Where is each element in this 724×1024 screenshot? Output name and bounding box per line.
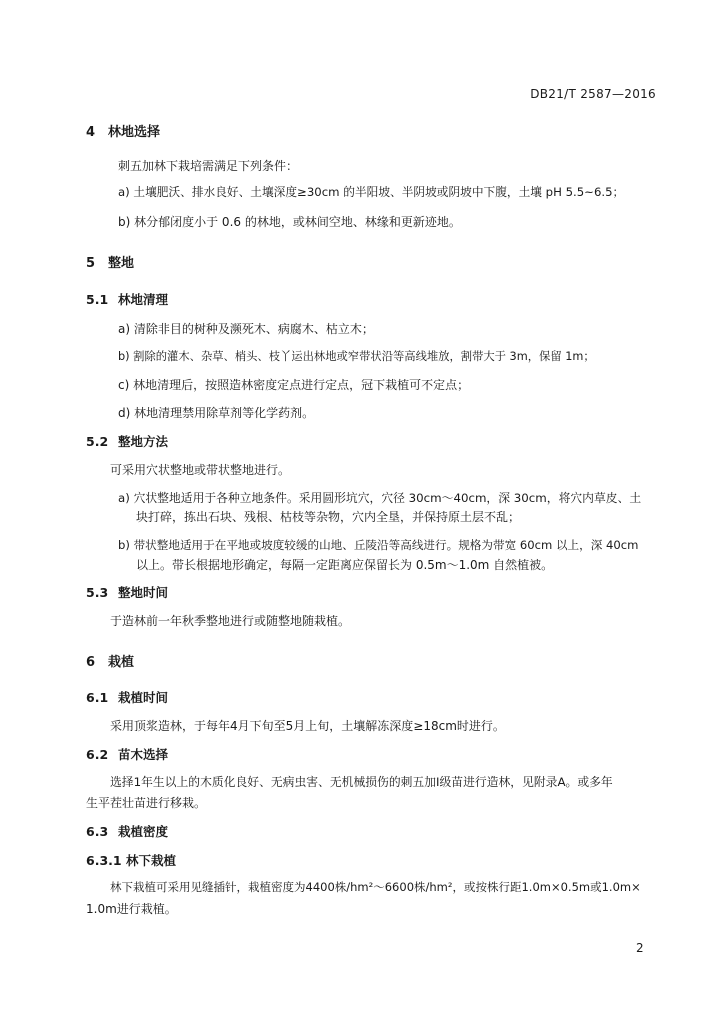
section-4-item-a: a) 土壤肥沃、排水良好、土壤深度≥30cm 的半阳坡、半阴坡或阴坡中下腹，土壤 pH 5.5~6.5； <box>118 185 625 199</box>
section-title: 整地时间 <box>118 585 169 600</box>
section-number: 5.3 <box>86 585 109 600</box>
section-6-heading <box>86 651 134 670</box>
section-6-3-1-line1: 林下栽植可采用见缝插针，栽植密度为4400株/hm²～6600株/hm²，或按株行距1.0m×0.5m或1.0m× <box>110 880 641 894</box>
section-5-2-intro: 可采用穴状整地或带状整地进行。 <box>110 463 291 477</box>
section-6-1-heading <box>86 688 168 706</box>
standard-code: DB21/T 2587—2016 <box>530 87 656 101</box>
section-4-item-b: b) 林分郁闭度小于 0.6 的林地，或林间空地、林缘和更新迹地。 <box>118 215 461 229</box>
section-5-heading <box>86 252 134 271</box>
section-title: 栽植时间 <box>118 690 169 705</box>
page-number: 2 <box>636 941 644 955</box>
section-title: 林地选择 <box>108 125 161 140</box>
section-number: 6.3.1 <box>86 853 122 868</box>
section-6-3-heading <box>86 822 168 840</box>
section-number: 6.2 <box>86 747 109 762</box>
section-4-intro: 刺五加林下栽培需满足下列条件： <box>118 159 299 173</box>
section-6-2-line1: 选择1年生以上的木质化良好、无病虫害、无机械损伤的刺五加Ⅰ级苗进行造林，见附录A。或多年 <box>110 775 613 789</box>
section-5-1-item-b: b) 割除的灌木、杂草、梢头、枝丫运出林地或窄带状沿等高线堆放，割带大于 3m，保留 1m； <box>118 350 595 363</box>
section-5-2-item-b-line2: 以上。带长根据地形确定，每隔一定距离应保留长为 0.5m～1.0m 自然植被。 <box>136 558 554 572</box>
section-5-3-heading <box>86 583 168 601</box>
section-number: 6.1 <box>86 690 109 705</box>
section-number: 5.2 <box>86 434 109 449</box>
section-5-2-item-b-line1: b) 带状整地适用于在平地或坡度较缓的山地、丘陵沿等高线进行。规格为带宽 60cm 以上，深 40cm <box>118 538 639 552</box>
section-5-1-heading <box>86 290 168 308</box>
section-5-2-item-a-line2: 块打碎，拣出石块、残根、枯枝等杂物，穴内全垦，并保持原土层不乱； <box>136 510 521 524</box>
section-5-1-item-a: a) 清除非目的树种及濒死木、病腐木、枯立木； <box>118 322 374 336</box>
section-5-2-heading <box>86 432 168 450</box>
section-title: 整地方法 <box>118 434 169 449</box>
section-title: 苗木选择 <box>118 747 169 762</box>
section-number: 5 <box>86 256 96 271</box>
section-number: 5.1 <box>86 292 109 307</box>
section-5-1-item-d: d) 林地清理禁用除草剂等化学药剂。 <box>118 406 315 420</box>
section-6-3-1-line2: 1.0m进行栽植。 <box>86 902 177 916</box>
section-title: 林下栽植 <box>126 853 177 868</box>
section-title: 林地清理 <box>118 292 169 307</box>
section-6-2-line2: 生平茬壮苗进行移栽。 <box>86 796 207 810</box>
section-title: 栽植 <box>108 655 135 670</box>
section-title: 整地 <box>108 256 135 271</box>
section-5-2-item-a-line1: a) 穴状整地适用于各种立地条件。采用圆形坑穴，穴径 30cm～40cm，深 30cm，将穴内草皮、土 <box>118 491 642 505</box>
section-4-heading <box>86 121 160 140</box>
section-6-1-text: 采用顶浆造林，于每年4月下旬至5月上旬，土壤解冻深度≥18cm时进行。 <box>110 719 505 733</box>
section-number: 6 <box>86 655 96 670</box>
section-5-3-text: 于造林前一年秋季整地进行或随整地随栽植。 <box>110 614 351 628</box>
section-5-1-item-c: c) 林地清理后，按照造林密度定点进行定点，冠下栽植可不定点； <box>118 378 470 392</box>
section-6-3-1-heading <box>86 851 176 869</box>
section-number: 4 <box>86 125 96 140</box>
section-number: 6.3 <box>86 824 109 839</box>
section-title: 栽植密度 <box>118 824 169 839</box>
section-6-2-heading <box>86 745 168 763</box>
